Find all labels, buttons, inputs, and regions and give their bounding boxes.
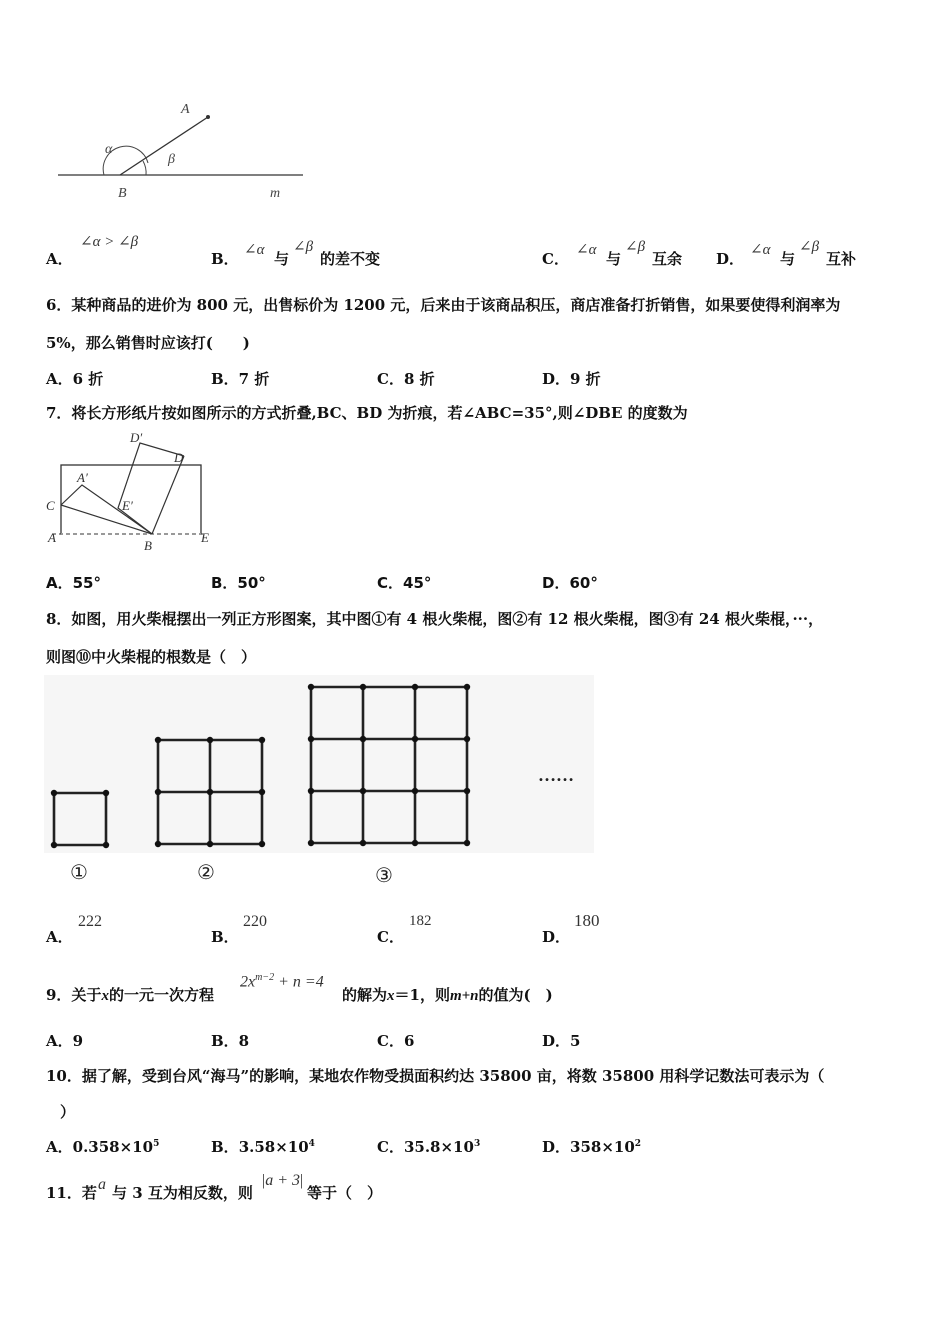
q8-line1: 8．如图，用火柴棍摆出一列正方形图案，其中图①有 4 根火柴棍，图②有 12 根火柴棍，图③有 24 根火柴棍，···， <box>46 610 824 628</box>
fig7-label-A-prime: A′ <box>77 470 88 485</box>
q9-option-a: A．9 <box>46 1032 84 1050</box>
q11-abs-inner: a + 3 <box>265 1172 300 1189</box>
fig8-label-3: ③ <box>375 865 393 887</box>
q9-line-tail <box>342 984 553 1005</box>
fig8-label-1: ① <box>70 862 88 884</box>
q5-a-label: A． <box>46 250 73 268</box>
q8-option-b-label: B． <box>211 928 239 946</box>
q9-eq-base: 2x <box>240 973 256 991</box>
fig5-label-beta: β <box>168 152 175 167</box>
q6-option-d: D．9 折 <box>542 370 601 388</box>
q9-option-d: D．5 <box>542 1032 581 1050</box>
q7-option-c: C．45° <box>377 574 432 592</box>
q11-prefix: 11．若 <box>46 1184 97 1202</box>
q5-b-tail: 的差不变 <box>320 250 381 268</box>
q10-line1: 10．据了解，受到台风“海马”的影响，某地农作物受损面积约达 35800 亩，将数 35800 用科学记数法可表示为（ <box>46 1067 825 1085</box>
q11-suffix: 等于（ ） <box>307 1184 383 1202</box>
q5-option-b <box>211 248 239 269</box>
q9-var-x: x <box>101 988 109 1004</box>
q5-option-d <box>716 248 744 269</box>
q9-prefix: 9．关于 <box>46 986 102 1004</box>
q5-d-math2: ∠β <box>799 239 820 255</box>
q9-option-c: C．6 <box>377 1032 415 1050</box>
fig7-label-B: B <box>144 538 152 553</box>
angle-figure <box>48 95 308 210</box>
q8-option-a-value: 222 <box>78 913 102 930</box>
fold-figure <box>44 430 219 555</box>
q5-c-mid: 与 <box>606 250 622 268</box>
q8-option-d-label: D． <box>542 928 571 946</box>
q11-mid: 与 3 互为相反数，则 <box>112 1184 253 1202</box>
q8-option-b-value: 220 <box>243 913 267 930</box>
q5-a-math: ∠α > ∠β <box>80 234 139 250</box>
q6-line1: 6．某种商品的进价为 800 元，出售标价为 1200 元，后来由于该商品积压，商店准备打折销售，如果要使得利润率为 <box>46 296 841 314</box>
q10-option-c: C．$35.8\times 10^3$ <box>377 1138 481 1156</box>
q7-text: 7．将长方形纸片按如图所示的方式折叠,BC、BD 为折痕，若∠ABC=35°,则∠DBE 的度数为 <box>46 404 688 422</box>
q5-c-math1: ∠α <box>576 242 597 258</box>
q9-suffix1: 的解为 <box>342 986 388 1004</box>
q10-option-a: A．$0.358\times 10^5$ <box>46 1138 160 1156</box>
q8-option-d-value: 180 <box>574 911 600 930</box>
q7-option-a: A．55° <box>46 574 101 592</box>
q9-mid: 的一元一次方程 <box>108 986 214 1004</box>
q8-option-c-value: 182 <box>409 913 432 929</box>
q9-option-b: B．8 <box>211 1032 250 1050</box>
q5-b-math2: ∠β <box>293 239 314 255</box>
q8-option-c-label: C． <box>377 928 404 946</box>
fig7-label-A: A <box>48 530 56 545</box>
q6-option-b: B．7 折 <box>211 370 270 388</box>
fig5-label-alpha: α <box>105 142 113 157</box>
q9-solution-var: x <box>387 988 395 1004</box>
fig5-label-A: A <box>181 102 190 117</box>
fig5-label-m: m <box>270 186 281 201</box>
q9-mn: m+n <box>449 988 479 1004</box>
q5-option-c <box>542 248 569 269</box>
fig7-label-C: C <box>46 498 55 513</box>
q9-suffix2: ＝1，则 <box>394 986 450 1004</box>
q5-b-math1: ∠α <box>244 242 265 258</box>
q8-line2: 则图⑩中火柴棍的根数是（ ） <box>46 648 257 666</box>
q6-option-c: C．8 折 <box>377 370 435 388</box>
q8-option-a-label: A． <box>46 928 73 946</box>
q5-b-mid: 与 <box>274 250 290 268</box>
q5-d-label: D． <box>716 250 745 268</box>
q10-option-b: B．$3.58\times 10^4$ <box>211 1138 315 1156</box>
q5-c-math2: ∠β <box>625 239 646 255</box>
q9-eq-rest: + n =4 <box>278 973 324 991</box>
fig7-label-E: E <box>201 530 209 545</box>
fig5-label-B: B <box>118 186 127 201</box>
q5-c-tail: 互余 <box>652 250 683 268</box>
matchstick-figure <box>44 675 594 890</box>
q11-var-a: a <box>98 1176 106 1193</box>
fig7-label-D: D <box>174 450 184 465</box>
q5-c-label: C． <box>542 250 569 268</box>
q5-b-label: B． <box>211 250 239 268</box>
q5-d-mid: 与 <box>780 250 796 268</box>
fig8-label-2: ② <box>197 862 215 884</box>
fig8-ellipsis: …… <box>538 765 574 785</box>
fig7-label-D-prime: D′ <box>130 430 143 445</box>
q9-suffix3: 的值为( ) <box>478 986 553 1004</box>
q10-line2: ） <box>60 1103 76 1121</box>
q11-abs-expr: |a + 3| <box>262 1172 304 1189</box>
q5-d-math1: ∠α <box>750 242 771 258</box>
q6-line2: 5%，那么销售时应该打( ) <box>46 334 250 352</box>
q7-option-d: D．60° <box>542 574 598 592</box>
q5-option-a <box>46 248 73 269</box>
q9-eq-exp: m−2 <box>255 972 275 983</box>
q5-d-tail: 互补 <box>826 250 857 268</box>
fig7-label-E-prime: E′ <box>122 498 133 513</box>
q10-option-d: D．$358\times 10^2$ <box>542 1138 642 1156</box>
q7-option-b: B．50° <box>211 574 266 592</box>
q6-option-a: A．6 折 <box>46 370 104 388</box>
q9-equation <box>240 972 324 991</box>
q9-line <box>46 984 214 1005</box>
